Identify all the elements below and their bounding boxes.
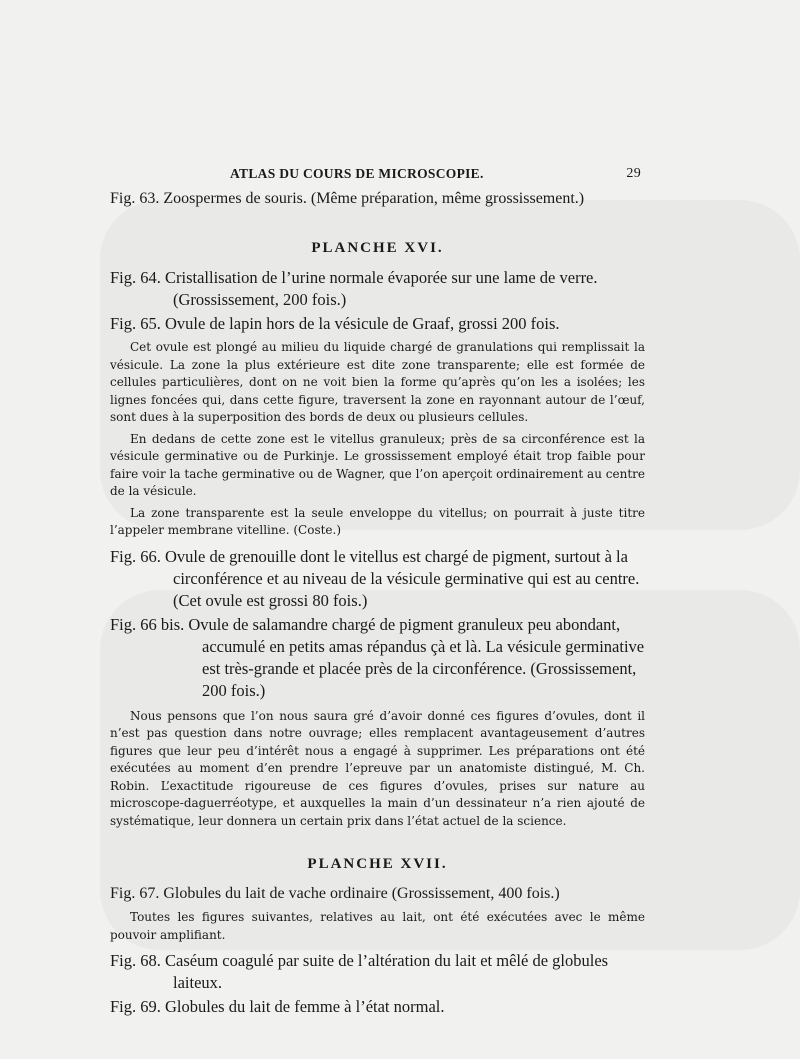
page-number: 29 (626, 166, 641, 181)
running-title: ATLAS DU COURS DE MICROSCOPIE. (230, 166, 484, 181)
note-fig-67: Toutes les figures suivantes, relatives au lait, ont été exécutées avec le même pouvoir amplifiant. (110, 910, 645, 942)
note-fig-65-a: Cet ovule est plongé au milieu du liquide chargé de granulations qui remplissait la vésicule. La zone la plus extérieure est dite zone transparente; elle est formée de cellules particulières, dont on ne voit bien la forme qu’après qu’on les a isolées; les lignes foncées qui, dans cette figure, traversent la zone en rayonnant autour de l’œuf, sont dues à la superposition des bords de deux ou plusieurs cellules. (110, 340, 645, 424)
running-head (110, 160, 645, 182)
note-ovules: Nous pensons que l’on nous saura gré d’avoir donné ces figures d’ovules, dont il n’est pas question dans notre ouvrage; elles remplacent avantageusement d’autres figures que leur peu d’intérêt nous a engagé à supprimer. Les préparations ont été exécutées au moment d’en prendre l’epreuve par un anatomiste distingué, M. Ch. Robin. L’exactitude rigoureuse de ces figures d’ovules, prises sur nature au microscope-daguerréotype, et auxquelles la main d’un dessinateur n’a rien ajouté de systématique, leur donnera un certain prix dans l’état actuel de la science. (110, 708, 645, 828)
fig-66-bis: Fig. 66 bis. Ovule de salamandre chargé de pigment granuleux peu abondant, accumulé en petits amas répandus çà et là. La vésicule germinative est très-grande et placée près de la circonférence. (Grossissement, 200 fois.) (110, 614, 645, 700)
fig-66: Fig. 66. Ovule de grenouille dont le vitellus est chargé de pigment, surtout à la circonférence et au niveau de la vésicule germinative qui est au centre. (Cet ovule est grossi 80 fois.) (110, 546, 640, 610)
heading-planche-xvii: PLANCHE XVII. (307, 856, 448, 872)
fig-65: Fig. 65. Ovule de lapin hors de la vésicule de Graaf, grossi 200 fois. (110, 314, 560, 333)
heading-planche-xvi: PLANCHE XVI. (311, 240, 444, 256)
fig-68: Fig. 68. Caséum coagulé par suite de l’altération du lait et mêlé de globules laiteux. (110, 951, 609, 992)
page-body (110, 160, 645, 1018)
fig-67: Fig. 67. Globules du lait de vache ordinaire (Grossissement, 400 fois.) (110, 885, 560, 902)
fig-69: Fig. 69. Globules du lait de femme à l’état normal. (110, 997, 445, 1016)
fig-63: Fig. 63. Zoospermes de souris. (Même préparation, même grossissement.) (110, 190, 585, 207)
fig-64: Fig. 64. Cristallisation de l’urine normale évaporée sur une lame de verre. (Grossissement, 200 fois.) (110, 268, 598, 309)
note-fig-65-b: En dedans de cette zone est le vitellus granuleux; près de sa circonférence est la vésicule germinative ou de Purkinje. Le grossissement employé était trop faible pour faire voir la tache germinative ou de Wagner, que l’on aperçoit ordinairement au centre de la vésicule. (110, 431, 645, 498)
note-fig-65-c: La zone transparente est la seule enveloppe du vitellus; on pourrait à juste titre l’appeler membrane vitelline. (Coste.) (110, 505, 645, 537)
